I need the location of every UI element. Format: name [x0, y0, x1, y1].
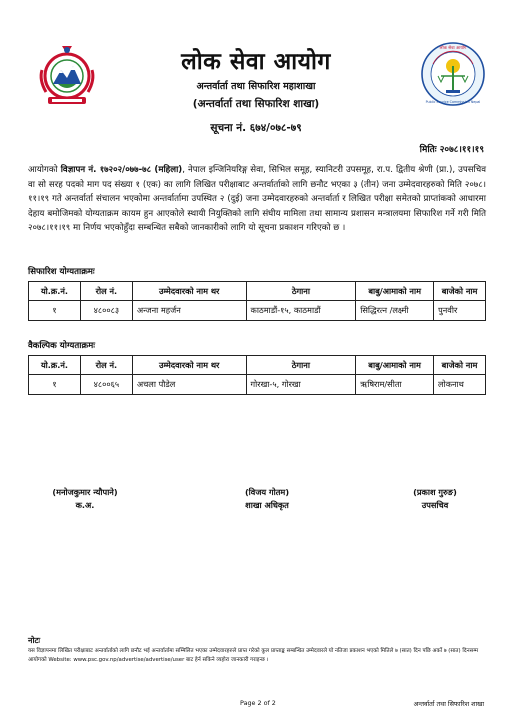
recommended-table	[28, 281, 486, 321]
note-heading: नोटः	[28, 636, 41, 645]
signatory-title: क.अ.	[75, 500, 95, 510]
alternate-table	[28, 355, 486, 395]
cell-roll: ४८००८३	[80, 301, 132, 321]
table-header-row	[29, 282, 486, 301]
header-serial: यो.क्र.नं.	[29, 356, 81, 375]
notice-date: मितिः २०७८।११।१९	[419, 145, 484, 155]
advertisement-number: विज्ञापन नं. १७२०२/०७७-७८ (महिला)	[60, 165, 183, 175]
recommended-heading: सिफारिश योग्यताक्रमः	[28, 267, 95, 277]
signatory-title: शाखा अधिकृत	[245, 500, 289, 510]
header-parents: बाबु/आमाको नाम	[356, 282, 434, 301]
signatory-name: (विजय गोतम)	[244, 487, 290, 497]
cell-parents: ऋषिराम/सीता	[356, 375, 434, 395]
header-name: उम्मेदवारको नाम थर	[132, 282, 246, 301]
notice-body	[28, 163, 486, 236]
psc-logo-top-text: लोक सेवा आयोग	[439, 46, 467, 51]
page-title: लोक सेवा आयोग	[181, 49, 331, 75]
note-text: यस विज्ञापनमा लिखित परीक्षाबाट अन्तर्वार्ताको लागि छनौट भई अन्तर्वार्तामा सम्मिलित भएका उम्मेदवारहरुले प्राप्त गरेको कुल प्राप्ताङ्क सम्बन्धित उम्मेदवारले यो नतिजा प्रकाशन भएको मितिले ७ (सात) दिन पछि अर्को ७ (सात) दिनसम्म आयोगको Website: www.psc.gov.np/advertise/advertise/user बाट हेर्न सकिने व्यहोरा जानकारी गराइन्छ ।	[28, 648, 479, 663]
cell-serial: १	[29, 301, 81, 321]
cell-address: काठमाडौं-१५, काठमाडौं	[246, 301, 356, 321]
header-name: उम्मेदवारको नाम थर	[132, 356, 246, 375]
cell-name: अन्जना महर्जन	[132, 301, 246, 321]
signature-block-clerk	[30, 486, 140, 512]
body-text-part-2: , नेपाल इन्जिनियरिङ्ग सेवा, सिभिल समूह, स्यानिटरी उपसमूह, रा.प. द्वितीय श्रेणी (प्रा.), उपसचिव वा सो सरह पदको माग पद संख्या १ (एक) का लागि लिखित परीक्षाबाट अन्तर्वार्ताको लागि छनौट भएका ३ (तीन) जना उम्मेदवारहरुको मिति २०७८।११।१९ गते अन्तर्वार्ता संचालन भएकोमा अन्तर्वार्तामा उपस्थित २ (दुई) जना उम्मेदवारहरुको अन्तर्वार्ता र लिखित परीक्षा समेतको प्राप्तांकको आधारमा देहाय बमोजिमको योग्यताक्रम कायम हुन आएकोले स्थायी नियुक्तिको लागि संघीय मामिला तथा सामान्य प्रशासन मन्त्रालयमा सिफारिश गर्ने गरी मिति २०७८।११।१९ मा निर्णय भएकोहुँदा सम्बन्धित सबैको जानकारीको लागि यो सूचना प्रकाशन गरिएको छ ।	[28, 165, 486, 234]
section-name: (अन्तर्वार्ता तथा सिफारिश शाखा)	[192, 98, 320, 110]
header-roll: रोल नं.	[80, 282, 132, 301]
cell-name: अचला पौडेल	[132, 375, 246, 395]
notice-number: सूचना नं. ६७४/०७८-७९	[210, 122, 302, 134]
header-grandfather: बाजेको नाम	[434, 282, 486, 301]
table-row	[29, 375, 486, 395]
cell-parents: सिद्धिरत्न /लक्ष्मी	[356, 301, 434, 321]
signatory-name: (मनोजकुमार न्यौपाने)	[52, 487, 118, 497]
cell-grandfather: पुनवीर	[434, 301, 486, 321]
table-header-row	[29, 356, 486, 375]
body-text-part-1: आयोगको	[28, 165, 61, 175]
page-number: Page 2 of 2	[240, 699, 276, 707]
alternate-heading: वैकल्पिक योग्यताक्रमः	[28, 341, 95, 351]
header-roll: रोल नं.	[80, 356, 132, 375]
cell-grandfather: लोकनाथ	[434, 375, 486, 395]
footer-unit: अन्तर्वार्ता तथा सिफारिश शाखा	[413, 700, 484, 708]
header-grandfather: बाजेको नाम	[434, 356, 486, 375]
cell-address: गोरखा-५, गोरखा	[246, 375, 356, 395]
signatory-name: (प्रकाश गुरुङ)	[413, 487, 457, 497]
header-serial: यो.क्र.नं.	[29, 282, 81, 301]
header-address: ठेगाना	[246, 356, 356, 375]
header-parents: बाबु/आमाको नाम	[356, 356, 434, 375]
header-address: ठेगाना	[246, 282, 356, 301]
psc-logo-bottom-text: Public Service Commission Nepal	[425, 100, 481, 104]
signatory-title: उपसचिव	[421, 500, 449, 510]
signature-block-undersecretary	[380, 486, 490, 512]
cell-serial: १	[29, 375, 81, 395]
signature-block-officer	[212, 486, 322, 512]
cell-roll: ४८००६५	[80, 375, 132, 395]
division-name: अन्तर्वार्ता तथा सिफारिश महाशाखा	[196, 81, 316, 92]
table-row	[29, 301, 486, 321]
